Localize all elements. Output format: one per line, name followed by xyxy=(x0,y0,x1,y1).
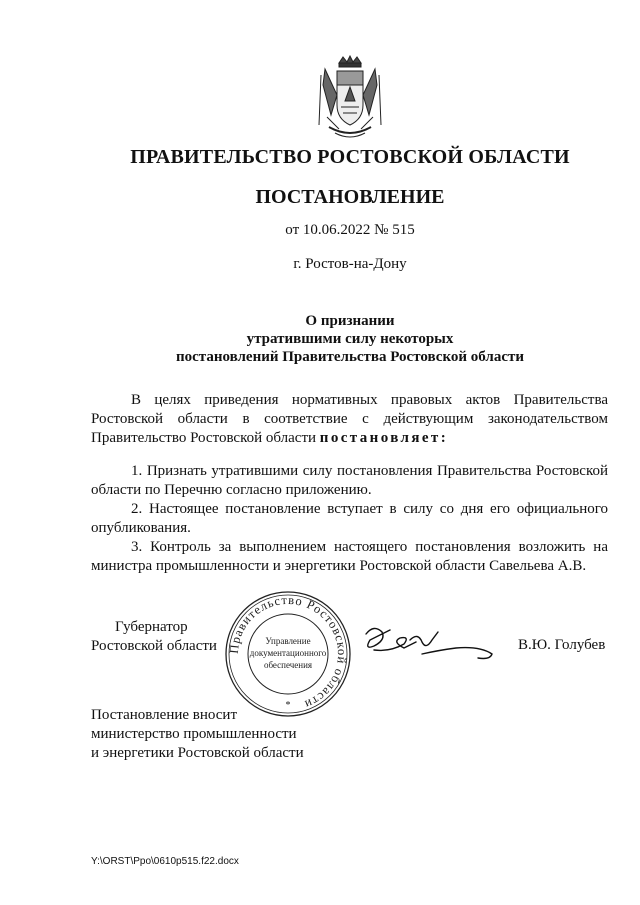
preamble-colon: : xyxy=(440,430,446,446)
government-name: ПРАВИТЕЛЬСТВО РОСТОВСКОЙ ОБЛАСТИ xyxy=(130,146,570,168)
seal-center-line: обеспечения xyxy=(263,660,313,670)
document-type: ПОСТАНОВЛЕНИЕ xyxy=(255,186,445,208)
resolve-word: постановляет xyxy=(319,430,441,446)
title-line: О признании xyxy=(305,313,395,329)
title-line: постановлений Правительства Ростовской области xyxy=(175,349,524,365)
preamble-paragraph xyxy=(91,391,608,448)
item-text: 2. Настоящее постановление вступает в силу со дня его официального опубликования. xyxy=(91,501,608,536)
submitter-line: и энергетики Ростовской области xyxy=(91,745,304,761)
file-path-footer: Y:\ORST\Ppo\0610p515.f22.docx xyxy=(91,856,239,867)
signatory-role xyxy=(91,618,217,656)
submitter-line: министерство промышленности xyxy=(91,726,297,742)
role-line: Губернатор xyxy=(115,619,188,635)
item-text: 3. Контроль за выполнением настоящего постановления возложить на министра промышленности и энергетики Ростовской области Савельева А.В. xyxy=(91,539,608,574)
item-text: 1. Признать утратившими силу постановления Правительства Ростовской области по Перечню согласно приложению. xyxy=(91,463,608,498)
seal-center-line: документационного xyxy=(249,648,327,658)
document-title xyxy=(30,312,640,366)
resolution-item xyxy=(91,500,608,538)
seal-ring-text: Правительство Ростовской области xyxy=(226,592,350,712)
coat-of-arms-icon xyxy=(317,55,383,141)
title-line: утратившими силу некоторых xyxy=(246,331,454,347)
handwritten-signature xyxy=(360,620,500,662)
submitter-line: Постановление вносит xyxy=(91,707,238,723)
seal-star: * xyxy=(285,700,291,711)
resolution-item xyxy=(91,462,608,500)
signatory-name: В.Ю. Голубев xyxy=(518,637,606,653)
official-seal xyxy=(224,590,352,718)
role-line: Ростовской области xyxy=(91,638,217,654)
document-city: г. Ростов-на-Дону xyxy=(293,256,407,272)
resolution-item xyxy=(91,538,608,576)
submitter-note xyxy=(91,706,304,763)
preamble-text: В целях приведения нормативных правовых актов Правительства Ростовской области в соответствие с действующим законодательством Правительство Ростовской области xyxy=(91,392,608,446)
seal-center-line: Управление xyxy=(265,636,311,646)
document-date-number: от 10.06.2022 № 515 xyxy=(285,222,415,238)
